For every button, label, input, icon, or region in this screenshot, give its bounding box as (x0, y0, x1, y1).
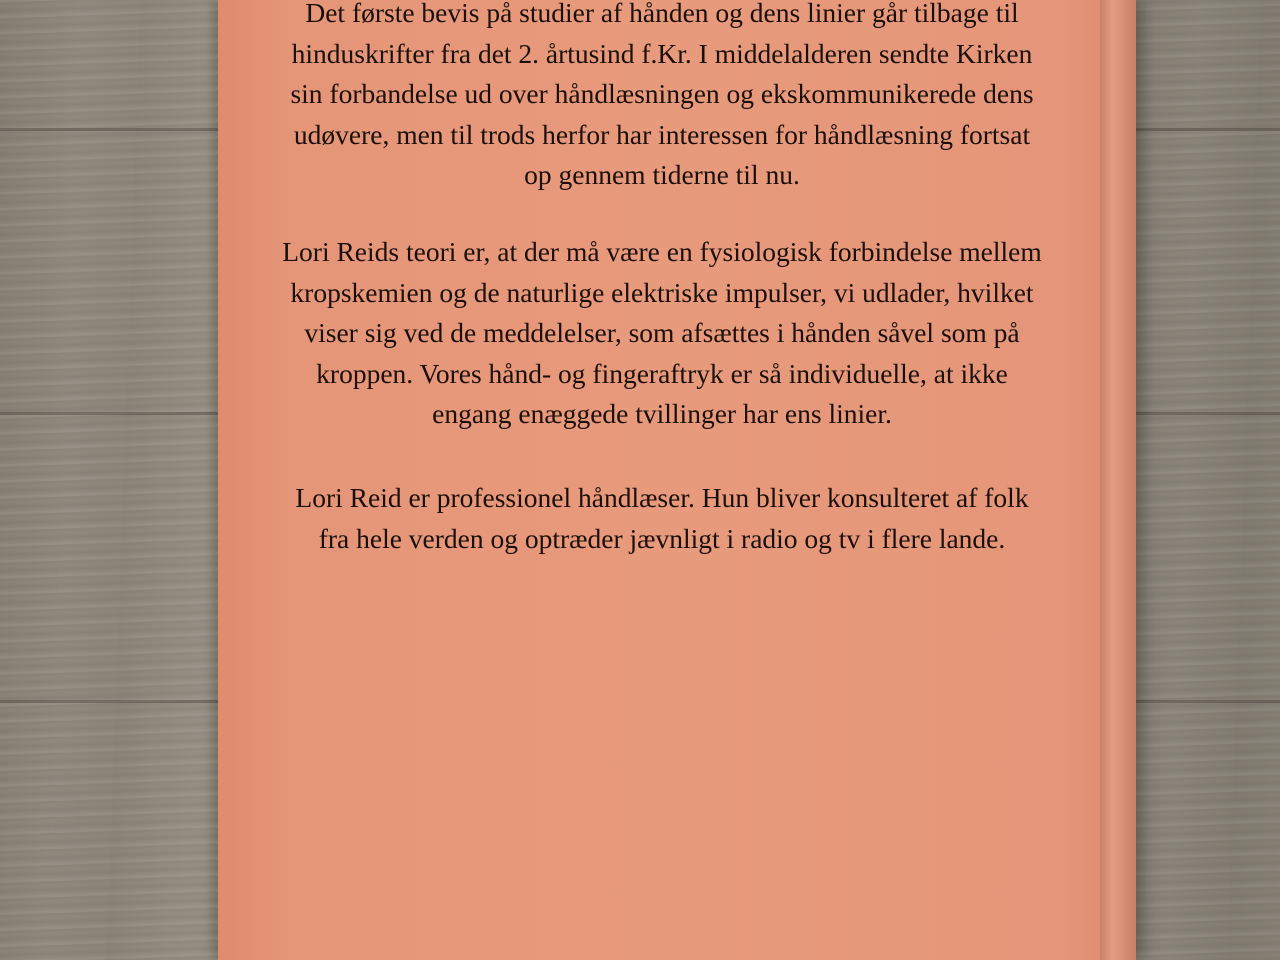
text-line: engang enæggede tvillinger har ens linier. (432, 398, 892, 429)
text-line: udøvere, men til trods herfor har interessen for håndlæsning fortsat (293, 118, 1031, 150)
text-line: op gennem tiderne til nu. (524, 159, 800, 190)
text-line: fra hele verden og optræder jævnligt i radio og tv i flere lande. (318, 522, 1006, 554)
text-line: Lori Reid er professionel håndlæser. Hun bliver konsulteret af folk (295, 482, 1029, 513)
paragraph-history (262, 0, 1062, 196)
text-line: viser sig ved de meddelelser, som afsættes i hånden såvel som på (304, 317, 1020, 348)
text-line: Lori Reids teori er, at der må være en fysiologisk forbindelse mellem (282, 236, 1042, 267)
book-spine-edge (1100, 0, 1136, 960)
text-line: sin forbandelse ud over håndlæsningen og ekskommunikerede dens (290, 78, 1034, 109)
paragraph-author (262, 478, 1062, 559)
text-line: kroppen. Vores hånd- og fingeraftryk er så individuelle, at ikke (316, 357, 1008, 389)
text-line: hinduskrifter fra det 2. årtusind f.Kr. I middelalderen sendte Kirken (291, 37, 1033, 69)
paragraph-theory (262, 232, 1062, 435)
text-line: kropskemien og de naturlige elektriske impulser, vi udlader, hvilket (290, 276, 1034, 308)
text-line: Det første bevis på studier af hånden og dens linier går tilbage til (305, 0, 1019, 28)
